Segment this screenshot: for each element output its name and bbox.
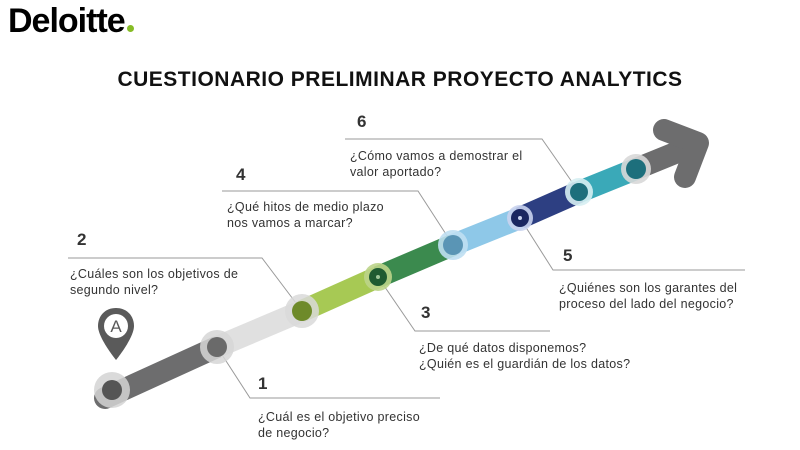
step-text-4: ¿Qué hitos de medio plazo nos vamos a marcar? — [227, 200, 384, 230]
end-node — [626, 159, 646, 179]
step-text-1: ¿Cuál es el objetivo preciso de negocio? — [258, 410, 420, 440]
step-node-6 — [570, 183, 588, 201]
step-text-2: ¿Cuáles son los objetivos de segundo nivel? — [70, 267, 239, 297]
step-text-3: ¿De qué datos disponemos? ¿Quién es el guardián de los datos? — [419, 341, 631, 371]
step-node-3-dot — [376, 275, 380, 279]
leader-line-1 — [217, 347, 440, 398]
step-number-2: 2 — [77, 230, 87, 249]
start-node — [102, 380, 122, 400]
leader-line-3 — [378, 277, 550, 331]
step-node-5-dot — [518, 216, 522, 220]
step-text-6: ¿Cómo vamos a demostrar el valor aportado? — [350, 149, 523, 179]
step-number-5: 5 — [563, 246, 573, 265]
step-number-4: 4 — [236, 165, 246, 184]
step-number-6: 6 — [357, 112, 367, 131]
start-marker-label: A — [110, 317, 122, 336]
page-title: CUESTIONARIO PRELIMINAR PROYECTO ANALYTICS — [117, 68, 683, 91]
leader-line-5 — [520, 218, 745, 270]
location-pin-icon — [96, 306, 136, 362]
step-number-1: 1 — [258, 374, 268, 393]
step-number-3: 3 — [421, 303, 431, 322]
step-node-1 — [207, 337, 227, 357]
step-node-2 — [292, 301, 312, 321]
step-text-5: ¿Quiénes son los garantes del proceso del lado del negocio? — [559, 281, 738, 311]
step-node-4 — [443, 235, 463, 255]
deloitte-logo: Deloitte — [8, 4, 134, 38]
